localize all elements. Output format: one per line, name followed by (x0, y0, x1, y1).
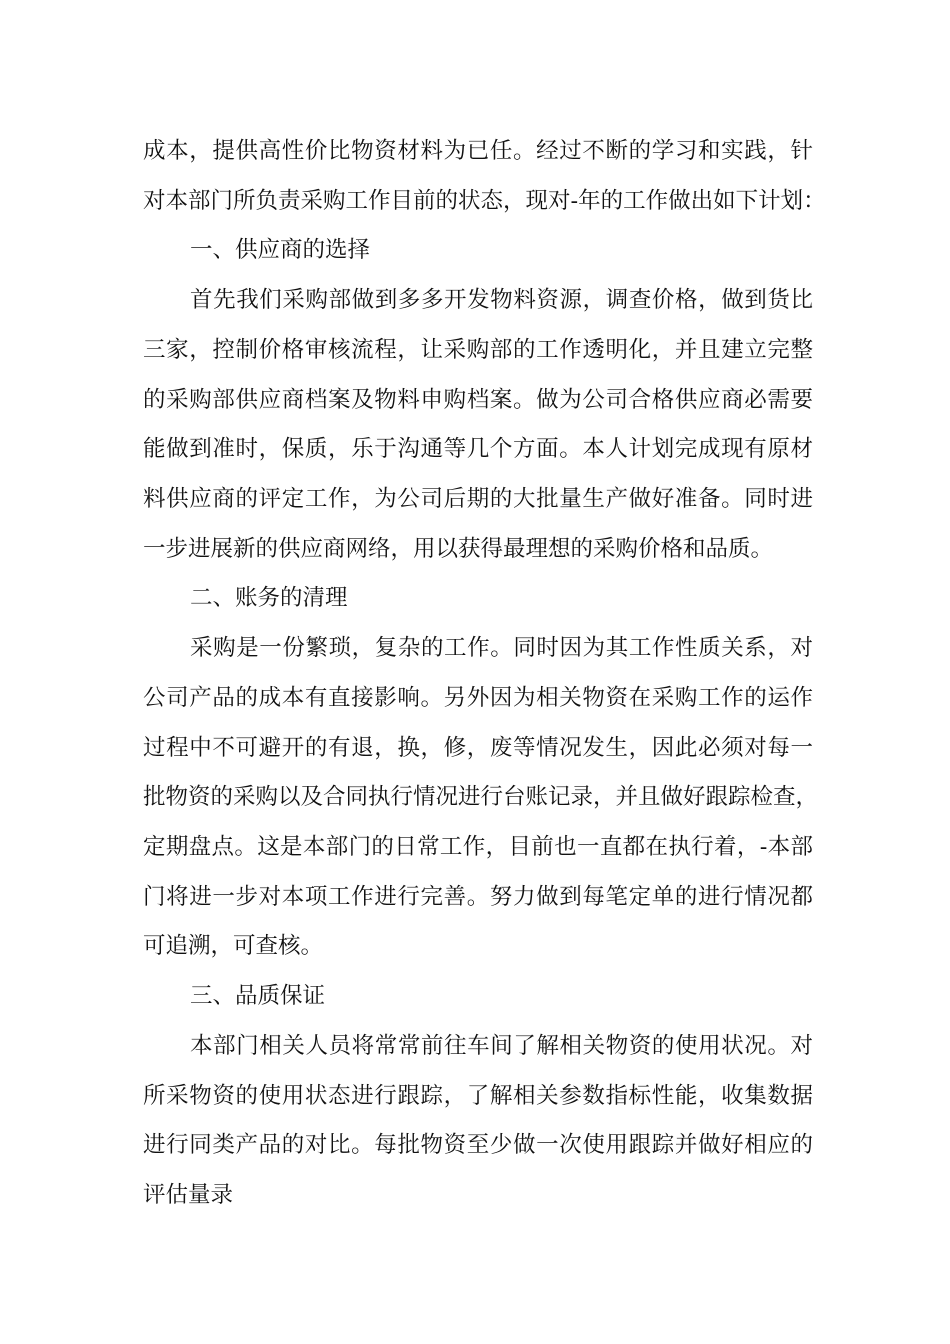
text-line: 所采物资的使用状态进行跟踪，了解相关参数指标性能，收集数据 (143, 1083, 813, 1109)
text-line: 能做到准时，保质，乐于沟通等几个方面。本人计划完成现有原材 (143, 436, 813, 462)
text-line: 公司产品的成本有直接影响。另外因为相关物资在采购工作的运作 (143, 685, 813, 711)
text-line: 批物资的采购以及合同执行情况进行台账记录，并且做好跟踪检查， (143, 784, 819, 810)
text-line: 评估量录 (143, 1182, 234, 1208)
text-line: 进行同类产品的对比。每批物资至少做一次使用跟踪并做好相应的 (143, 1132, 813, 1158)
text-line: 门将进一步对本项工作进行完善。努力做到每笔定单的进行情况都 (143, 884, 813, 910)
section-heading: 一、供应商的选择 (190, 237, 371, 263)
text-line: 三家，控制价格审核流程，让采购部的工作透明化，并且建立完整 (143, 337, 813, 363)
text-line: 的采购部供应商档案及物料申购档案。做为公司合格供应商必需要 (143, 387, 813, 413)
text-line: 成本，提供高性价比物资材料为已任。经过不断的学习和实践，针 (143, 138, 813, 164)
text-line: 定期盘点。这是本部门的日常工作，目前也一直都在执行着，-本部 (143, 834, 813, 860)
text-line: 本部门相关人员将常常前往车间了解相关物资的使用状况。对 (190, 1033, 813, 1059)
section-heading: 二、账务的清理 (190, 585, 348, 611)
text-line: 可追溯，可查核。 (143, 933, 324, 959)
text-line: 料供应商的评定工作，为公司后期的大批量生产做好准备。同时进 (143, 486, 813, 512)
text-line: 采购是一份繁琐，复杂的工作。同时因为其工作性质关系，对 (190, 635, 813, 661)
text-line: 一步进展新的供应商网络，用以获得最理想的采购价格和品质。 (143, 536, 774, 562)
text-line: 过程中不可避开的有退，换，修，废等情况发生，因此必须对每一 (143, 735, 813, 761)
text-line: 对本部门所负责采购工作目前的状态，现对-年的工作做出如下计划： (143, 188, 826, 214)
text-line: 首先我们采购部做到多多开发物料资源，调查价格，做到货比 (190, 287, 813, 313)
section-heading: 三、品质保证 (190, 983, 326, 1009)
